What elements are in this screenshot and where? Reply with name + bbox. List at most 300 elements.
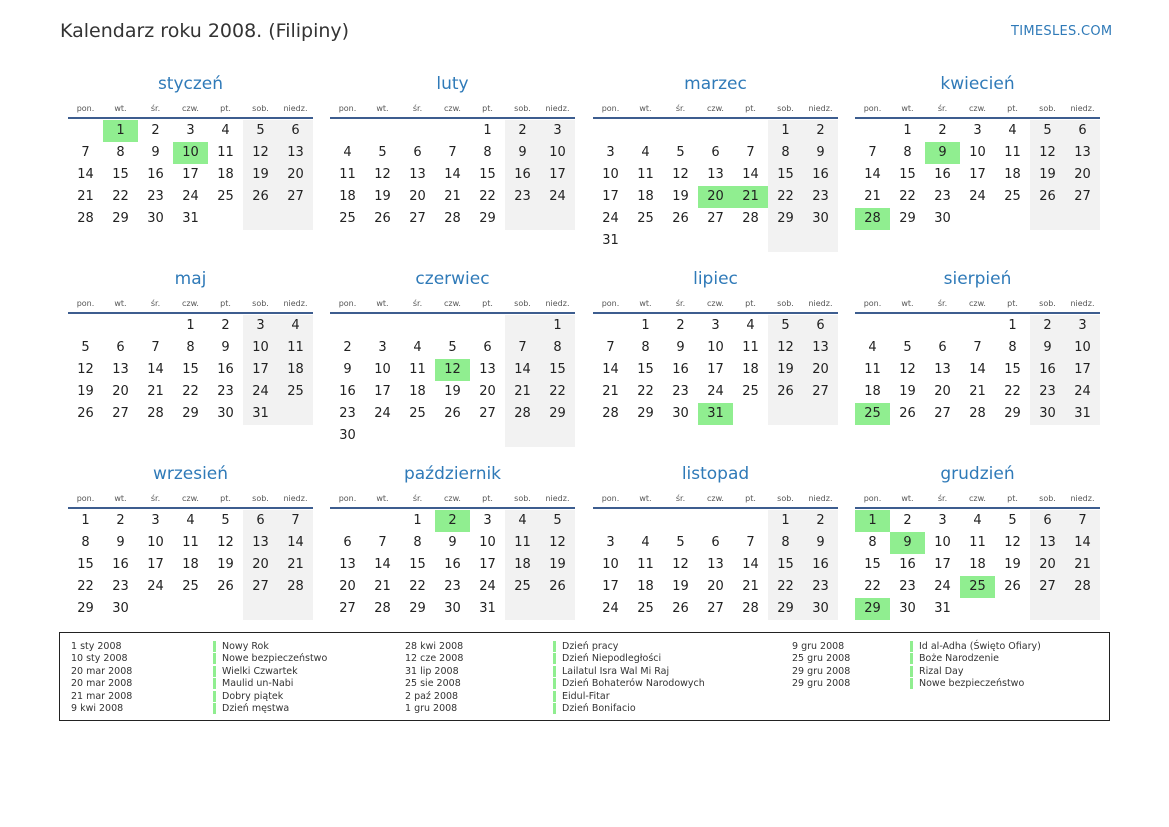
weekday-label: wt. <box>114 103 127 113</box>
day-cell: 17 <box>182 167 199 182</box>
month-block <box>330 463 575 620</box>
day-cell: 29 <box>899 211 916 226</box>
day-cell: 24 <box>602 211 619 226</box>
month-name: maj <box>174 269 207 289</box>
day-cell: 24 <box>243 381 278 403</box>
day-cell: 21 <box>1065 554 1100 576</box>
weekday-label: pt. <box>482 298 493 308</box>
empty-day-cell <box>470 425 505 447</box>
day-cell: 19 <box>217 557 234 572</box>
month-block <box>855 463 1100 620</box>
weekday-label: czw. <box>707 493 724 503</box>
day-cell: 25 <box>339 211 356 226</box>
day-cell: 28 <box>969 406 986 421</box>
weekday-label: pon. <box>601 103 620 113</box>
legend-holiday-name: Dzień pracy <box>553 641 618 652</box>
day-cell: 6 <box>803 315 838 337</box>
day-cell: 26 <box>540 576 575 598</box>
day-cell: 18 <box>1004 167 1021 182</box>
weekday-label: śr. <box>150 493 161 503</box>
day-cell: 28 <box>147 406 164 421</box>
month-name: sierpień <box>943 269 1012 289</box>
day-cell: 30 <box>217 406 234 421</box>
day-cell: 7 <box>606 340 615 355</box>
day-cell: 29 <box>540 403 575 425</box>
day-cell: 28 <box>444 211 461 226</box>
day-cell: 5 <box>448 340 457 355</box>
day-cell: 16 <box>217 362 234 377</box>
day-cell: 15 <box>540 359 575 381</box>
day-cell: 16 <box>112 557 129 572</box>
month-name: luty <box>436 74 469 94</box>
weekday-label: wt. <box>639 103 652 113</box>
day-cell: 10 <box>540 142 575 164</box>
weekday-label: wt. <box>639 298 652 308</box>
day-cell: 21 <box>864 189 881 204</box>
day-cell: 26 <box>672 211 689 226</box>
day-cell: 22 <box>112 189 129 204</box>
empty-day-cell <box>1065 208 1100 230</box>
day-cell: 10 <box>707 340 724 355</box>
day-cell: 6 <box>938 340 947 355</box>
day-cell: 15 <box>409 557 426 572</box>
legend-holiday-name: Dzień Bohaterów Narodowych <box>553 678 705 689</box>
day-cell: 14 <box>864 167 881 182</box>
day-cell: 4 <box>278 315 313 337</box>
day-cell: 7 <box>868 145 877 160</box>
weekday-label: niedz. <box>545 493 570 503</box>
day-cell: 27 <box>803 381 838 403</box>
weekday-label: pon. <box>76 298 95 308</box>
day-cell: 9 <box>151 145 160 160</box>
day-cell: 29 <box>768 208 803 230</box>
day-cell: 27 <box>707 601 724 616</box>
weekday-label: sob. <box>252 103 269 113</box>
holiday-day-cell: 29 <box>855 598 890 620</box>
weekday-label: czw. <box>182 298 199 308</box>
day-cell: 2 <box>938 123 947 138</box>
day-cell: 15 <box>1004 362 1021 377</box>
weekday-label: wt. <box>114 493 127 503</box>
day-cell: 24 <box>540 186 575 208</box>
weekday-label: czw. <box>707 103 724 113</box>
day-cell: 21 <box>374 579 391 594</box>
empty-day-cell <box>960 208 995 230</box>
weekday-label: pt. <box>220 493 231 503</box>
day-cell: 13 <box>243 532 278 554</box>
day-cell: 2 <box>903 513 912 528</box>
empty-day-cell <box>733 230 768 252</box>
day-cell: 28 <box>77 211 94 226</box>
day-cell: 17 <box>707 362 724 377</box>
day-cell: 22 <box>899 189 916 204</box>
day-cell: 3 <box>1065 315 1100 337</box>
day-cell: 1 <box>540 315 575 337</box>
day-cell: 14 <box>505 359 540 381</box>
day-cell: 31 <box>479 601 496 616</box>
day-cell: 8 <box>483 145 492 160</box>
day-cell: 23 <box>672 384 689 399</box>
month-name: czerwiec <box>415 269 490 289</box>
empty-day-cell <box>1065 598 1100 620</box>
day-cell: 26 <box>77 406 94 421</box>
weekday-label: sob. <box>252 298 269 308</box>
weekday-label: wt. <box>639 493 652 503</box>
day-cell: 26 <box>243 186 278 208</box>
day-cell: 22 <box>479 189 496 204</box>
day-cell: 7 <box>278 510 313 532</box>
day-cell: 16 <box>803 554 838 576</box>
day-cell: 2 <box>676 318 685 333</box>
day-cell: 26 <box>1004 579 1021 594</box>
day-cell: 9 <box>1030 337 1065 359</box>
day-cell: 26 <box>899 406 916 421</box>
day-cell: 17 <box>540 164 575 186</box>
day-cell: 6 <box>278 120 313 142</box>
empty-day-cell <box>540 598 575 620</box>
weekday-label: pon. <box>76 493 95 503</box>
weekday-label: pt. <box>220 103 231 113</box>
day-grid <box>593 510 838 620</box>
day-cell: 2 <box>343 340 352 355</box>
day-cell: 2 <box>1030 315 1065 337</box>
day-cell: 19 <box>444 384 461 399</box>
weekday-label: sob. <box>1039 493 1056 503</box>
day-cell: 30 <box>1030 403 1065 425</box>
day-cell: 16 <box>339 384 356 399</box>
day-cell: 26 <box>768 381 803 403</box>
weekday-label: niedz. <box>283 493 308 503</box>
brand-link[interactable]: TIMESLES.COM <box>1011 24 1113 39</box>
day-cell: 23 <box>505 186 540 208</box>
weekday-header <box>593 489 838 509</box>
day-cell: 19 <box>77 384 94 399</box>
day-cell: 12 <box>768 337 803 359</box>
legend-date: 25 gru 2008 <box>792 653 851 665</box>
day-cell: 3 <box>243 315 278 337</box>
weekday-label: sob. <box>514 103 531 113</box>
day-cell: 16 <box>934 167 951 182</box>
day-cell: 20 <box>707 579 724 594</box>
day-cell: 6 <box>711 535 720 550</box>
day-grid <box>855 510 1100 620</box>
day-cell: 22 <box>182 384 199 399</box>
day-cell: 3 <box>540 120 575 142</box>
day-cell: 4 <box>1008 123 1017 138</box>
month-block <box>593 463 838 620</box>
empty-day-cell <box>243 598 278 620</box>
day-cell: 31 <box>182 211 199 226</box>
day-cell: 17 <box>374 384 391 399</box>
empty-day-cell <box>173 598 208 620</box>
legend-holiday-name: Nowy Rok <box>213 641 269 652</box>
empty-day-cell <box>505 208 540 230</box>
day-cell: 31 <box>934 601 951 616</box>
weekday-label: śr. <box>675 493 686 503</box>
empty-day-cell <box>855 315 890 337</box>
weekday-header <box>855 294 1100 314</box>
empty-day-cell <box>435 315 470 337</box>
day-cell: 15 <box>479 167 496 182</box>
day-cell: 9 <box>221 340 230 355</box>
day-cell: 19 <box>243 164 278 186</box>
day-cell: 18 <box>339 189 356 204</box>
day-cell: 6 <box>1065 120 1100 142</box>
weekday-header <box>855 489 1100 509</box>
empty-day-cell <box>593 510 628 532</box>
day-cell: 25 <box>409 406 426 421</box>
holiday-day-cell: 2 <box>435 510 470 532</box>
day-cell: 6 <box>116 340 125 355</box>
day-cell: 26 <box>217 579 234 594</box>
weekday-header <box>68 99 313 119</box>
day-cell: 4 <box>746 318 755 333</box>
day-cell: 15 <box>182 362 199 377</box>
empty-day-cell <box>628 230 663 252</box>
day-cell: 3 <box>378 340 387 355</box>
day-cell: 26 <box>1030 186 1065 208</box>
day-cell: 19 <box>1030 164 1065 186</box>
day-cell: 11 <box>742 340 759 355</box>
empty-day-cell <box>593 120 628 142</box>
day-cell: 1 <box>1008 318 1017 333</box>
weekday-label: śr. <box>937 103 948 113</box>
legend-date: 29 gru 2008 <box>792 665 851 677</box>
weekday-label: sob. <box>777 298 794 308</box>
day-cell: 27 <box>934 406 951 421</box>
day-cell: 21 <box>742 579 759 594</box>
day-cell: 23 <box>339 406 356 421</box>
day-cell: 14 <box>77 167 94 182</box>
day-cell: 23 <box>899 579 916 594</box>
day-cell: 30 <box>672 406 689 421</box>
day-cell: 5 <box>1008 513 1017 528</box>
day-cell: 5 <box>81 340 90 355</box>
day-cell: 29 <box>182 406 199 421</box>
day-cell: 18 <box>409 384 426 399</box>
empty-day-cell <box>365 510 400 532</box>
day-cell: 25 <box>637 601 654 616</box>
legend-date: 29 gru 2008 <box>792 678 851 690</box>
day-cell: 5 <box>903 340 912 355</box>
day-cell: 17 <box>602 579 619 594</box>
empty-day-cell <box>768 403 803 425</box>
day-cell: 6 <box>243 510 278 532</box>
day-cell: 20 <box>1030 554 1065 576</box>
day-cell: 23 <box>1030 381 1065 403</box>
day-cell: 21 <box>505 381 540 403</box>
month-name: październik <box>403 464 502 484</box>
legend-date: 31 lip 2008 <box>405 665 459 677</box>
day-cell: 20 <box>243 554 278 576</box>
day-cell: 11 <box>182 535 199 550</box>
day-cell: 1 <box>903 123 912 138</box>
day-cell: 5 <box>243 120 278 142</box>
day-cell: 7 <box>505 337 540 359</box>
day-cell: 16 <box>1030 359 1065 381</box>
weekday-label: wt. <box>376 298 389 308</box>
day-cell: 4 <box>641 145 650 160</box>
day-cell: 17 <box>1065 359 1100 381</box>
empty-day-cell <box>505 598 540 620</box>
day-cell: 28 <box>1065 576 1100 598</box>
weekday-header <box>330 294 575 314</box>
empty-day-cell <box>663 120 698 142</box>
weekday-label: czw. <box>182 493 199 503</box>
legend-holiday-name: Nowe bezpieczeństwo <box>213 653 327 664</box>
day-cell: 19 <box>672 579 689 594</box>
day-cell: 18 <box>864 384 881 399</box>
day-cell: 10 <box>602 167 619 182</box>
day-cell: 9 <box>343 362 352 377</box>
day-cell: 14 <box>444 167 461 182</box>
day-cell: 21 <box>278 554 313 576</box>
empty-day-cell <box>435 120 470 142</box>
day-cell: 10 <box>969 145 986 160</box>
weekday-label: czw. <box>969 493 986 503</box>
weekday-label: pon. <box>601 298 620 308</box>
weekday-label: czw. <box>182 103 199 113</box>
empty-day-cell <box>400 120 435 142</box>
day-cell: 21 <box>147 384 164 399</box>
day-cell: 24 <box>147 579 164 594</box>
weekday-label: czw. <box>444 103 461 113</box>
weekday-header <box>593 294 838 314</box>
day-cell: 1 <box>641 318 650 333</box>
day-cell: 16 <box>803 164 838 186</box>
day-cell: 25 <box>278 381 313 403</box>
day-grid <box>593 120 838 252</box>
day-cell: 26 <box>672 601 689 616</box>
empty-day-cell <box>698 510 733 532</box>
month-name: listopad <box>681 464 750 484</box>
weekday-label: wt. <box>114 298 127 308</box>
legend-holiday-name: Dzień Bonifacio <box>553 703 636 714</box>
empty-day-cell <box>960 315 995 337</box>
day-cell: 3 <box>151 513 160 528</box>
day-cell: 4 <box>973 513 982 528</box>
empty-day-cell <box>663 230 698 252</box>
empty-day-cell <box>400 425 435 447</box>
day-cell: 30 <box>934 211 951 226</box>
weekday-label: pon. <box>338 493 357 503</box>
holiday-day-cell: 28 <box>855 208 890 230</box>
legend-holiday-name: Dobry piątek <box>213 691 283 702</box>
weekday-label: czw. <box>707 298 724 308</box>
day-cell: 2 <box>803 510 838 532</box>
holiday-day-cell: 12 <box>435 359 470 381</box>
day-cell: 5 <box>768 315 803 337</box>
day-cell: 30 <box>147 211 164 226</box>
day-cell: 8 <box>641 340 650 355</box>
day-cell: 13 <box>1065 142 1100 164</box>
legend-date: 9 gru 2008 <box>792 641 845 652</box>
day-cell: 13 <box>803 337 838 359</box>
day-cell: 30 <box>803 598 838 620</box>
day-cell: 10 <box>243 337 278 359</box>
weekday-label: śr. <box>937 493 948 503</box>
day-cell: 22 <box>768 186 803 208</box>
day-cell: 8 <box>768 532 803 554</box>
legend-date: 12 cze 2008 <box>405 653 464 665</box>
day-cell: 15 <box>112 167 129 182</box>
weekday-label: sob. <box>252 493 269 503</box>
day-cell: 16 <box>672 362 689 377</box>
weekday-label: sob. <box>1039 103 1056 113</box>
day-cell: 16 <box>899 557 916 572</box>
day-cell: 16 <box>505 164 540 186</box>
day-cell: 5 <box>221 513 230 528</box>
empty-day-cell <box>138 315 173 337</box>
legend-date: 2 paź 2008 <box>405 690 459 702</box>
day-cell: 6 <box>711 145 720 160</box>
day-cell: 10 <box>1065 337 1100 359</box>
empty-day-cell <box>68 315 103 337</box>
day-cell: 1 <box>768 120 803 142</box>
holiday-day-cell: 25 <box>855 403 890 425</box>
day-cell: 25 <box>742 384 759 399</box>
day-cell: 19 <box>768 359 803 381</box>
day-cell: 24 <box>602 601 619 616</box>
day-cell: 14 <box>374 557 391 572</box>
day-cell: 13 <box>934 362 951 377</box>
day-grid <box>855 315 1100 425</box>
empty-day-cell <box>103 315 138 337</box>
day-grid <box>68 120 313 230</box>
holiday-day-cell: 9 <box>890 532 925 554</box>
day-grid <box>330 510 575 620</box>
day-cell: 12 <box>672 557 689 572</box>
day-cell: 7 <box>81 145 90 160</box>
day-cell: 27 <box>1065 186 1100 208</box>
month-block <box>593 73 838 252</box>
month-block <box>593 268 838 425</box>
day-cell: 30 <box>803 208 838 230</box>
day-cell: 28 <box>374 601 391 616</box>
month-block <box>855 73 1100 230</box>
empty-day-cell <box>278 403 313 425</box>
weekday-label: niedz. <box>545 103 570 113</box>
month-name: wrzesień <box>152 464 229 484</box>
day-cell: 30 <box>899 601 916 616</box>
day-cell: 17 <box>602 189 619 204</box>
weekday-label: niedz. <box>1070 493 1095 503</box>
day-cell: 3 <box>606 145 615 160</box>
empty-day-cell <box>733 120 768 142</box>
weekday-label: pt. <box>1007 298 1018 308</box>
day-cell: 21 <box>969 384 986 399</box>
legend-date: 20 mar 2008 <box>71 665 133 677</box>
day-cell: 10 <box>602 557 619 572</box>
empty-day-cell <box>365 315 400 337</box>
day-cell: 22 <box>864 579 881 594</box>
weekday-label: wt. <box>376 103 389 113</box>
weekday-label: czw. <box>969 298 986 308</box>
day-cell: 25 <box>505 576 540 598</box>
day-cell: 24 <box>707 384 724 399</box>
day-cell: 3 <box>483 513 492 528</box>
day-cell: 12 <box>899 362 916 377</box>
empty-day-cell <box>995 208 1030 230</box>
day-cell: 13 <box>707 557 724 572</box>
day-cell: 5 <box>676 535 685 550</box>
day-cell: 18 <box>278 359 313 381</box>
day-cell: 14 <box>742 557 759 572</box>
day-cell: 8 <box>116 145 125 160</box>
legend-holiday-name: Lailatul Isra Wal Mi Raj <box>553 666 669 677</box>
empty-day-cell <box>768 230 803 252</box>
empty-day-cell <box>365 425 400 447</box>
